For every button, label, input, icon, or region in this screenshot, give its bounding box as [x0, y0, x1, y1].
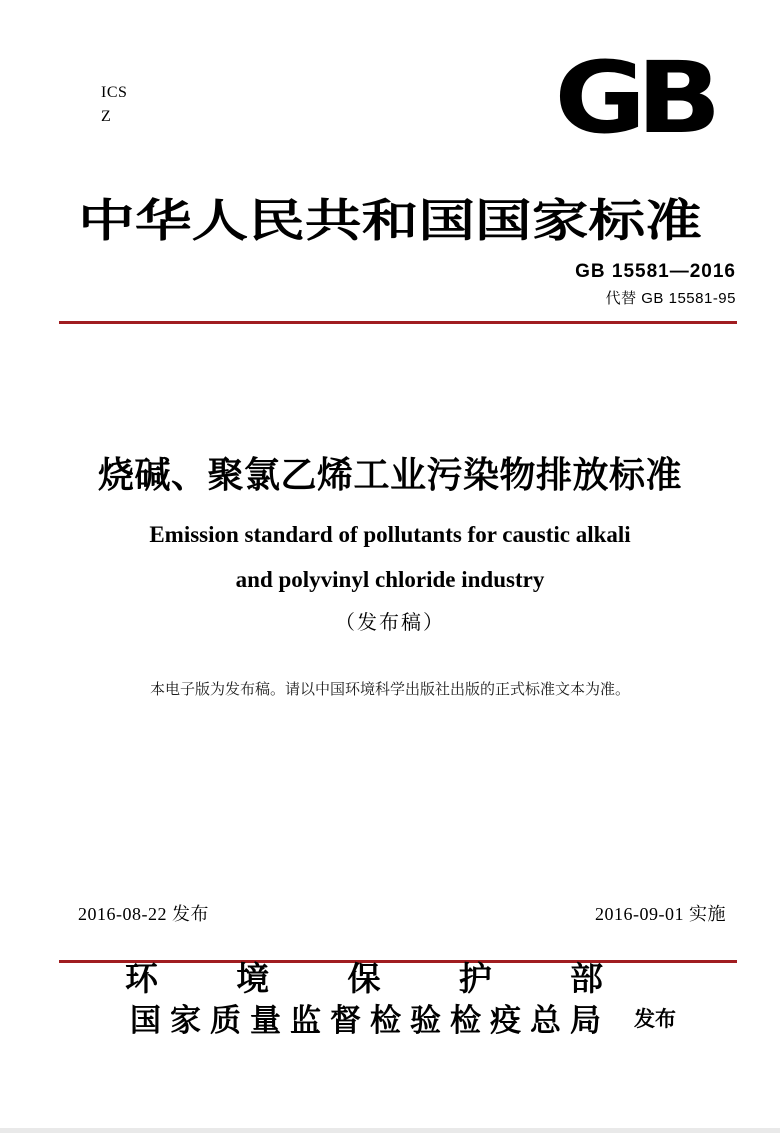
document-title-english-line2: and polyvinyl chloride industry [235, 567, 545, 592]
gb-logo: GB [554, 41, 712, 156]
ics-label: ICS [101, 84, 128, 101]
standard-number: GB 15581—2016 [575, 261, 736, 282]
agency-char: 保 [347, 962, 381, 998]
document-title-english-line1: Emission standard of pollutants for caustic alkali [149, 522, 631, 547]
agency-char: 环 [125, 962, 158, 998]
header-rule [59, 321, 737, 324]
ics-class-code: Z [101, 108, 112, 125]
implementation-date: 2016-09-01 实施 [595, 904, 726, 924]
standard-number-block [575, 261, 736, 308]
ics-block [101, 81, 127, 129]
page-bottom-edge [0, 1128, 780, 1133]
document-title-chinese: 烧碱、聚氯乙烯工业污染物排放标准 [97, 454, 682, 495]
dates-row [0, 900, 780, 926]
issuing-agency-line1 [125, 961, 603, 999]
agency-char: 护 [458, 962, 492, 998]
document-title-english-block [0, 512, 780, 644]
issuing-agency-line2-row [130, 995, 676, 1040]
issue-date: 2016-08-22 发布 [78, 904, 209, 924]
edition-note: 本电子版为发布稿。请以中国环境科学出版社出版的正式标准文本为准。 [149, 682, 630, 698]
draft-version-label: （发布稿） [335, 612, 445, 634]
publish-label: 发布 [634, 1006, 676, 1031]
agency-char: 部 [570, 962, 603, 998]
national-standard-title: 中华人民共和国国家标准 [78, 196, 702, 246]
replaced-standard: 代替 GB 15581-95 [605, 290, 736, 307]
issuing-agency-line2: 国家质量监督检验检疫总局 [130, 1003, 610, 1038]
agency-char: 境 [236, 962, 270, 998]
